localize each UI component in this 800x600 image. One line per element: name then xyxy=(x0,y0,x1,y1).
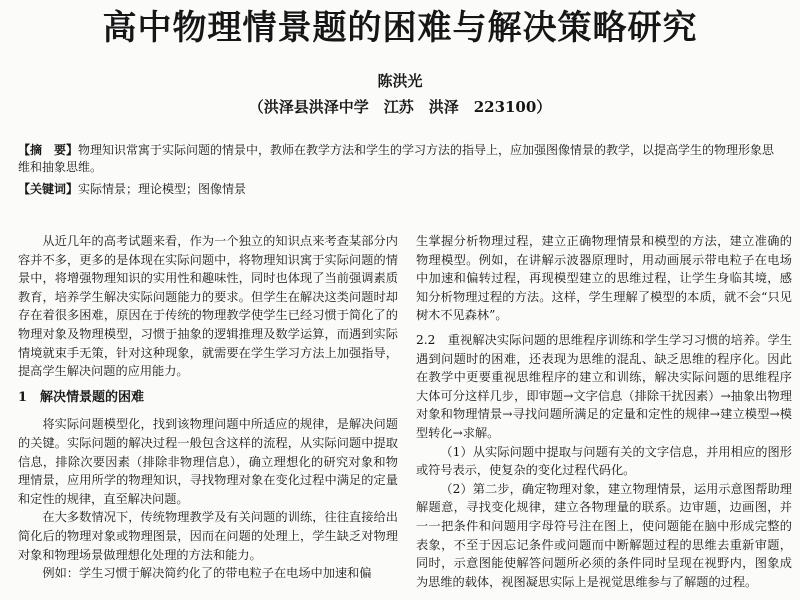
subsection-paragraph-2-2: 2.2 重视解决实际问题的思维程序训练和学生学习习惯的培养。学生遇到问题时的困难，还表现为思维的混乱、缺乏思维的程序化。因此在教学中更要重视思维程序的建立和训练，解决实际问题的思维程序大体可分这样几步，即审题→文字信息（排除干扰因素）→抽象出物理对象和物理情景→寻找问题所满足的定量和定性的规律→建立模型→模型转化→求解。 xyxy=(416,332,792,440)
abstract-label: 【摘 要】 xyxy=(18,143,79,157)
author-name: 陈洪光 xyxy=(377,72,423,90)
keywords-label: 【关键词】 xyxy=(18,182,79,196)
body-paragraph: 在大多数情况下，传统物理教学及有关问题的训练，往往直接给出简化后的物理对象或物理图景，因而在问题的处理上，学生缺乏对物理对象和物理场景做理想化处理的方法和能力。 xyxy=(18,510,398,562)
abstract-block xyxy=(18,142,786,176)
body-paragraph: 将实际问题模型化，找到该物理问题中所适应的规律，是解决问题的关键。实际问题的解决过程一般包含这样的流程，从实际问题中提取信息，排除次要因素（排除非物理信息），确立理想化的研究对象和物理情景，应用所学的物理知识，寻找物理对象在变化过程中满足的定量和定性的规律，直至解决问题。 xyxy=(18,417,398,506)
keywords-text: 实际情景；理论模型；图像情景 xyxy=(78,182,247,196)
paper-title: 高中物理情景题的困难与解决策略研究 xyxy=(102,8,698,48)
body-paragraph: （2）第二步，确定物理对象，建立物理情景，运用示意图帮助理解题意，寻找变化规律，建立各物理量的联系。边审题，边画图，并一一把条件和问题用字母符号注在图上，使问题能在脑中形成完整的表象，不至于因忘记条件或问题而中断解题过程的思维去重新审题，同时，示意图能使解答问题所必须的条件同时呈现在视野内，图象成为思维的载体，视图凝思实际上是视觉思维参与了解题的过程。 xyxy=(416,481,792,589)
author-affiliation: （洪泽县洪泽中学 江苏 洪泽 223100） xyxy=(248,98,552,116)
right-column xyxy=(416,232,792,591)
body-paragraph: 例如：学生习惯于解决简约化了的带电粒子在电场中加速和偏 xyxy=(42,566,372,581)
abstract-text: 物理知识常寓于实际问题的情景中，教师在教学方法和学生的学习方法的指导上，应加强图像情景的教学，以提高学生的物理形象思维和抽象思维。 xyxy=(18,143,775,174)
body-paragraph: （1）从实际问题中提取与问题有关的文字信息，并用相应的图形或符号表示，使复杂的变化过程代码化。 xyxy=(416,444,792,478)
keywords-block xyxy=(18,181,786,198)
left-column xyxy=(18,232,398,583)
section-heading-1: 1 解决情景题的困难 xyxy=(18,389,145,405)
intro-paragraph: 从近几年的高考试题来看，作为一个独立的知识点来考查某部分内容并不多，更多的是体现在实际问题中，将物理知识寓于实际问题的情景中，将增强物理知识的实用性和趣味性，同时也体现了当前强调素质教育，培养学生解决实际问题能力的要求。但学生在解决这类问题时却存在着很多困难，原因在于传统的物理教学使学生已经习惯于简化了的物理对象及物理模型，习惯于抽象的逻辑推理及数学运算，而遇到实际情境就束手无策，针对这种现象，就需要在学生学习方法上加强指导，提高学生解决问题的应用能力。 xyxy=(18,234,398,379)
body-paragraph: 生掌握分析物理过程，建立正确物理情景和模型的方法，建立准确的物理模型。例如，在讲解示波器原理时，用动画展示带电粒子在电场中加速和偏转过程，再现模型建立的思维过程，让学生身临其境，感知分析物理过程的方法。这样，学生理解了模型的本质，就不会“只见树木不见森林”。 xyxy=(416,234,792,323)
